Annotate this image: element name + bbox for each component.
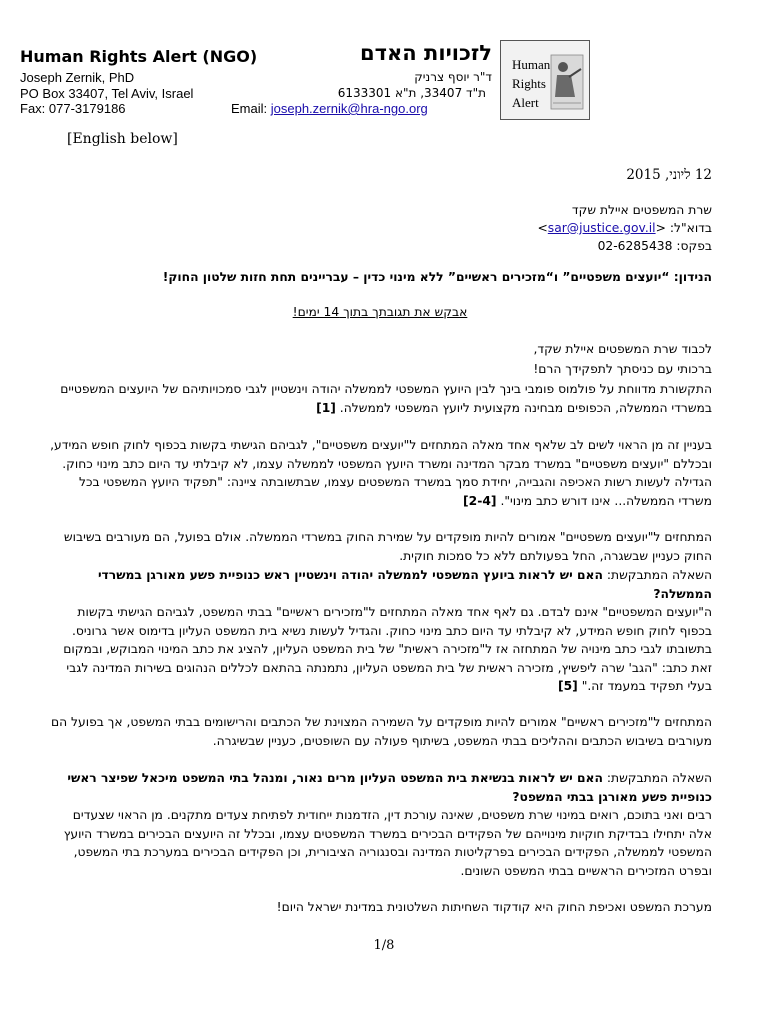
email-line bbox=[231, 101, 428, 116]
paragraph-7: מערכת המשפט ואכיפת החוק היא קודקוד השחיתות השלטונית במדינת ישראל היום! bbox=[276, 900, 712, 914]
paragraph-5: המתחזים ל"מזכירים ראשיים" אמורים להיות מופקדים על השמירה המצוינת של הכתבים והרישומים בבתי המשפט, אך בפועל הם מעורבים בשיבוש הכתבים וההליכים בבתי המשפט, בשיתוף פעולה עם השופטים, כעניין שבשיגרה. bbox=[50, 715, 712, 748]
question-2-text: האם יש לראות בנשיאת בית המשפט העליון מרים נאור, ומנהל בתי המשפט מיכאל שפיצר ראשי כנופיית פשע מאורגן בבתי המשפט? bbox=[67, 771, 712, 804]
question-1 bbox=[48, 566, 712, 603]
person-name-hebrew: ד"ר יוסף צרניק bbox=[414, 70, 492, 84]
english-below-note: [English below] bbox=[67, 131, 178, 147]
recipient-fax: 02-6285438 bbox=[597, 239, 673, 253]
greeting: ברכותי עם כניסתך לתפקידך הרם! bbox=[533, 362, 712, 376]
subject bbox=[48, 268, 712, 287]
logo-text: Human Rights Alert bbox=[512, 57, 551, 110]
question-1-text: האם יש לראות ביועץ המשפטי לממשלה יהודה וינשטיין ראש כנופיית פשע מאורגן במשרדי הממשלה? bbox=[97, 568, 712, 601]
paragraph-2: בעניין זה מן הראוי לשים לב שלאף אחד מאלה המתחזים ל"יועצים משפטיים", לגביהם הגישתי בקשות בכפוף לחוק חופש המידע, ובכללם "יועצים משפטיים" במשרד מבקר המדינה ומשרד היועץ המשפטי לממשלה עצמו, לא קיבלתי עד היום כתב מינוי כחוק. הגדילה לעשות רשות האכיפה והגבייה, יחידת סמך במשרד המשפטים עצמו, שבתשובתה ציינה: "תפקיד היועץ המשפטי בכל משרדי הממשלה... אינו דורש כתב מינוי". [2-4] bbox=[50, 438, 712, 508]
salutation: לכבוד שרת המשפטים איילת שקד, bbox=[533, 342, 712, 356]
paragraph-6: רבים ואני בתוכם, רואים במינוי שרת משפטים, שאינה עורכת דין, הזדמנות ייחודית לפתיחת צעדים מתקנים. מן הראוי שצעדים אלה יתחילו בבדיקת חוקיות מינוייהם של הפקידים הבכירים במשרד המשפטים עצמו, ובכלל זה היועצים הבכירים במשרד היועץ המשפטי לממשלה, הפקידים הבכירים בפרקליטות המדינה ובסנגוריה הציבורית, וכן הפקידים הבכירים במערכת בתי המשפט, ובפרט המזכירים הראשיים בבתי המשפט השונים. bbox=[63, 808, 712, 878]
recipient-name: שרת המשפטים איילת שקד bbox=[571, 203, 712, 217]
logo-figure-icon bbox=[549, 49, 585, 113]
question-2-label: השאלה המתבקשת: bbox=[606, 771, 712, 785]
fax: Fax: 077-3179186 bbox=[20, 101, 126, 116]
recipient-fax-label: בפקס: bbox=[676, 239, 712, 253]
email-label: Email: bbox=[231, 101, 268, 116]
paragraph-4: ה"יועצים המשפטיים" אינם לבדם. גם לאף אחד מאלה המתחזים ל"מזכירים ראשיים" בבתי המשפט, לגביהם הגישתי בקשות בכפוף לחוק חופש המידע, לא קיבלתי עד היום כתב מינוי כחוק. והגדיל לעשות נשיא בית המשפט העליון בדימוס אשר גרוניס. בתשובתו לגבי כתב מינויה של המתחזה אז ל"מזכירה ראשית" של בית המשפט העליון, להציג את כתב המינוי המבוקש, ובמקום זאת כתב: "הגב' שרה ליפשיץ, מזכירה ראשית של בית המשפט העליון, נתמנתה בהתאם לכללים הנהוגים בשירות המדינה לגבי בעלי תפקיד במעמד זה." [5] bbox=[63, 605, 712, 693]
address-hebrew: ת"ד 33407, ת"א 6133301 bbox=[337, 86, 486, 100]
address: PO Box 33407, Tel Aviv, Israel bbox=[20, 86, 194, 101]
org-name-hebrew: לזכויות האדם bbox=[360, 41, 492, 65]
logo bbox=[500, 40, 590, 120]
paragraph-1: התקשורת מדווחת על פולמוס פומבי בינך לבין היועץ המשפטי לממשלה יהודה וינשטיין לגבי סמכויותיהם של היועצים המשפטיים במשרדי הממשלה, הכפופים מבחינה מקצועית ליועץ המשפטי לממשלה. [1] bbox=[60, 382, 712, 415]
reference-1: [1] bbox=[316, 400, 336, 415]
question-2 bbox=[48, 769, 712, 806]
letter-date: 12 ליוני, 2015 bbox=[626, 167, 712, 183]
recipient-fax-line bbox=[48, 237, 712, 256]
question-1-label: השאלה המתבקשת: bbox=[606, 568, 712, 582]
subject-text: “יועצים משפטיים” ו“מזכירים ראשיים” ללא מינוי כדין – עבריינים תחת חזות שלטון החוק! bbox=[162, 270, 670, 284]
recipient-email-line: בדוא"ל: <sar@justice.gov.il> bbox=[537, 221, 712, 235]
page-number: 1/8 bbox=[373, 938, 395, 953]
email-link[interactable]: joseph.zernik@hra-ngo.org bbox=[270, 101, 428, 116]
person-name: Joseph Zernik, PhD bbox=[20, 70, 135, 85]
reference-2-4: [2-4] bbox=[463, 493, 497, 508]
reference-5: [5] bbox=[557, 679, 578, 693]
recipient-email-link[interactable]: sar@justice.gov.il bbox=[547, 221, 656, 235]
response-request: אבקש את תגובתך בתוך 14 ימים! bbox=[292, 305, 468, 319]
paragraph-3: המתחזים ל"יועצים משפטיים" אמורים להיות מופקדים על שמירת החוק במשרדי הממשלה. אולם בפועל, הם מעורבים בשיבוש החוק כעניין שבשגרה, החל בפעולתם ללא כל סמכות חוקית. bbox=[63, 530, 712, 563]
recipient-email-label: בדוא"ל: bbox=[669, 221, 712, 235]
subject-label: הנידון: bbox=[673, 270, 712, 284]
org-name: Human Rights Alert (NGO) bbox=[20, 47, 258, 66]
